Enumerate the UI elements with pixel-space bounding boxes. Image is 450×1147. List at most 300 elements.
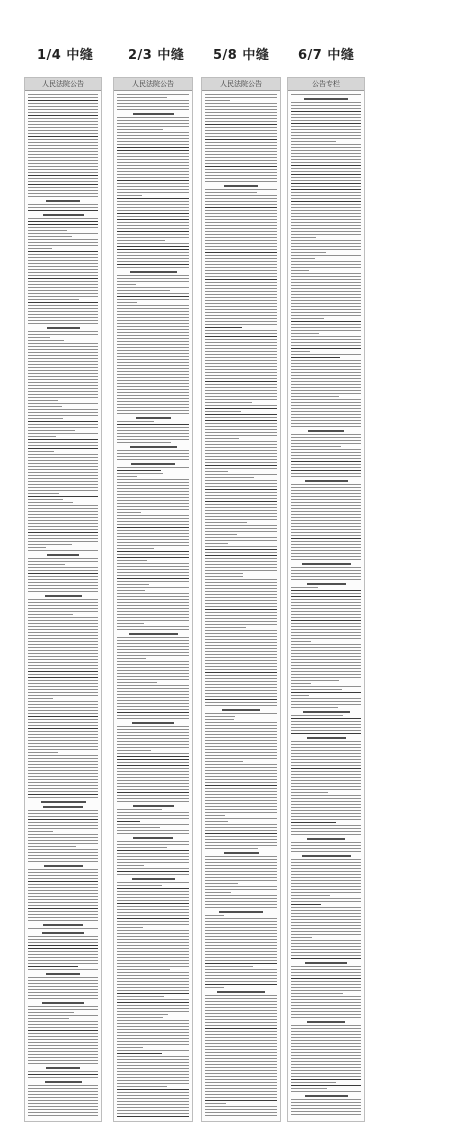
text-line [205,1115,277,1116]
text-line [205,471,228,472]
text-line [28,178,98,179]
notice-heading-rule [130,271,177,273]
text-line [117,491,189,492]
text-line [117,237,189,238]
text-line [291,499,361,500]
text-line [117,485,189,486]
text-line [205,761,243,762]
text-line [28,599,98,600]
text-line [291,511,361,512]
text-line [28,109,98,110]
text-line [205,1103,226,1104]
text-line [117,141,189,142]
text-line [205,960,277,961]
text-line [291,523,361,524]
notice-heading-rule [302,563,351,565]
text-line [28,561,98,562]
text-line [205,142,277,143]
text-line [117,966,189,967]
text-line [205,163,277,164]
text-line [205,1070,277,1071]
text-line [117,545,189,546]
text-line [117,183,189,184]
text-line [117,626,189,627]
text-line [28,731,98,732]
text-line [117,978,189,979]
text-line [28,236,72,237]
text-line [28,385,98,386]
text-line [205,207,277,208]
text-line [28,695,98,696]
text-line [117,841,189,842]
text-line [291,354,361,355]
text-line [205,195,277,196]
text-line [117,243,189,244]
text-line [117,395,189,396]
text-line [117,359,189,360]
text-line [205,267,277,268]
text-line [28,484,98,485]
text-line [117,456,189,457]
text-line [291,243,361,244]
text-line [291,665,361,666]
text-line [28,917,98,918]
text-line [291,384,361,385]
text-line [117,1089,189,1090]
text-line [117,503,189,504]
text-line [291,993,343,994]
text-line [28,1063,98,1064]
text-line [205,594,277,595]
text-line [291,981,361,982]
text-line [291,759,361,760]
text-line [291,381,361,382]
text-line [117,290,170,291]
text-line [117,1023,189,1024]
text-line [291,222,361,223]
text-line [117,159,189,160]
text-line [291,553,361,554]
text-line [117,780,189,781]
text-line [291,626,361,627]
text-line [205,722,277,723]
text-line [291,765,361,766]
text-line [28,305,98,306]
text-line [28,251,98,252]
text-line [205,246,277,247]
text-line [205,489,277,490]
text-line [28,770,98,771]
text-line [117,658,146,659]
notice-heading-rule [302,855,351,857]
text-line [291,252,326,253]
text-line [291,210,361,211]
text-line [117,335,189,336]
text-line [28,499,63,500]
text-line [117,756,189,757]
text-line [117,747,189,748]
notice-heading-rule [307,583,346,585]
text-line [205,561,277,562]
text-line [28,719,98,720]
text-line [117,267,189,268]
text-line [205,579,277,580]
text-line [117,506,189,507]
text-line [117,815,189,816]
text-line [291,94,361,95]
text-line [117,323,189,324]
text-line [117,530,189,531]
text-line [28,954,98,955]
text-line [28,151,98,152]
text-line [205,216,277,217]
text-line [28,296,98,297]
text-line [28,133,98,134]
text-line [117,317,189,318]
text-line [117,527,189,528]
text-line [291,596,361,597]
text-line [205,984,277,985]
text-line [291,644,361,645]
text-line [117,470,161,471]
text-line [28,608,98,609]
text-line [291,741,361,742]
text-line [291,674,361,675]
text-line [117,821,140,822]
text-line [205,468,277,469]
text-line [117,891,189,892]
text-line [28,755,98,756]
text-line [117,401,189,402]
text-line [117,915,189,916]
text-line [28,257,98,258]
text-line [205,474,277,475]
text-line [291,943,361,944]
text-line [28,749,98,750]
notice-heading-rule [41,801,86,803]
text-line [117,1086,167,1087]
text-line [28,529,98,530]
text-line [117,611,189,612]
text-line [28,124,98,125]
text-line [291,1037,361,1038]
text-line [117,833,189,834]
text-line [205,447,277,448]
text-line [28,843,98,844]
text-line [117,94,189,95]
text-line [205,456,277,457]
text-line [205,880,277,881]
text-line [117,436,189,437]
text-line [205,169,277,170]
text-line [291,351,310,352]
text-line [205,124,277,125]
text-line [28,626,98,627]
text-line [28,743,98,744]
text-line [28,379,98,380]
text-line [117,726,189,727]
text-line [291,629,361,630]
text-line [291,1011,361,1012]
text-line [117,210,189,211]
text-line [117,521,189,522]
text-line [117,1116,189,1117]
text-line [28,106,98,107]
text-line [291,819,361,820]
text-line [291,327,361,328]
text-line [28,391,98,392]
notice-heading-rule [44,865,83,867]
text-line [117,691,189,692]
text-line [205,112,277,113]
text-line [205,803,277,804]
text-line [117,439,189,440]
text-line [205,785,277,786]
text-line [205,1001,277,1002]
text-line [291,411,361,412]
text-line [291,904,321,905]
text-line [205,621,277,622]
text-line [205,1052,277,1053]
notice-heading-rule [136,417,171,419]
text-line [205,942,277,943]
notice-heading-rule [305,480,348,482]
text-line [205,549,277,550]
text-line [117,712,189,713]
text-line [291,348,361,349]
text-line [28,139,98,140]
text-line [205,666,277,667]
text-line [205,1100,277,1101]
text-line [28,614,73,615]
text-line [291,834,361,835]
text-line [291,487,361,488]
text-line [205,752,277,753]
notice-heading-rule [47,554,79,556]
text-line [205,121,277,122]
text-line [205,725,277,726]
text-line [117,945,189,946]
text-line [205,127,277,128]
text-line [205,160,277,161]
text-line [205,1106,277,1107]
text-line [117,1113,189,1114]
text-line [291,692,361,693]
text-line [291,1031,361,1032]
text-line [28,810,98,811]
text-line [117,694,189,695]
text-line [291,288,361,289]
text-line [291,186,361,187]
text-line [117,153,189,154]
text-line [205,904,277,905]
text-line [117,1077,189,1078]
text-line [205,154,277,155]
text-line [117,228,189,229]
text-line [205,672,277,673]
text-line [117,249,189,250]
text-line [291,324,361,325]
text-line [117,389,189,390]
text-line [291,999,361,1000]
text-line [291,535,361,536]
text-line [291,792,328,793]
text-line [291,996,361,997]
notice-column-1-4 [24,77,102,1122]
text-line [205,219,277,220]
text-line [291,1008,361,1009]
text-line [117,347,189,348]
text-line [117,356,189,357]
text-line [28,97,98,98]
text-line [291,171,361,172]
text-line [117,275,189,276]
text-line [205,842,277,843]
text-line [28,611,98,612]
text-line [117,1041,189,1042]
text-line [117,700,189,701]
text-line [28,535,98,536]
notice-heading-rule [133,805,174,807]
text-line [205,895,277,896]
text-line [291,683,311,684]
text-line [291,934,361,935]
text-line [28,299,79,300]
text-line [28,674,98,675]
text-line [28,230,67,231]
text-line [117,560,147,561]
text-line [291,261,361,262]
text-line [117,783,189,784]
text-line [117,703,189,704]
text-line [291,686,361,687]
text-line [291,747,361,748]
text-line [117,132,189,133]
text-line [291,801,361,802]
text-line [28,710,98,711]
text-line [117,596,189,597]
text-line [117,398,189,399]
text-line [28,520,98,521]
text-line [28,689,98,690]
text-line [291,937,312,938]
text-line [291,647,361,648]
text-line [28,469,98,470]
text-line [291,120,361,121]
text-line [28,142,98,143]
text-line [205,1025,277,1026]
text-line [291,111,361,112]
text-line [205,303,277,304]
text-line [28,573,98,574]
text-line [117,424,189,425]
text-line [291,375,361,376]
text-line [205,414,277,415]
text-line [28,281,98,282]
text-line [28,172,98,173]
text-line [117,284,136,285]
text-line [117,515,189,516]
text-line [205,749,277,750]
text-line [291,496,361,497]
text-line [117,123,189,124]
text-line [117,1092,189,1093]
notice-heading-rule [42,932,84,934]
text-line [28,942,98,943]
text-line [28,481,98,482]
text-line [291,807,361,808]
text-line [291,955,361,956]
text-line [28,224,98,225]
text-line [117,738,189,739]
text-line [28,376,98,377]
text-line [28,1027,98,1028]
text-line [205,1022,277,1023]
text-line [291,273,361,274]
text-line [205,1037,277,1038]
text-line [205,151,277,152]
text-line [117,314,189,315]
text-line [291,135,361,136]
text-line [291,704,361,705]
text-line [291,1070,361,1071]
text-line [205,1076,277,1077]
text-line [117,1059,189,1060]
text-line [28,1097,98,1098]
text-line [117,195,142,196]
text-line [117,1083,189,1084]
text-line [117,296,189,297]
text-line [291,925,361,926]
text-line [28,349,98,350]
text-line [205,426,277,427]
text-line [205,782,277,783]
text-line [117,999,189,1000]
text-line [117,954,189,955]
text-line [291,544,361,545]
text-line [117,219,189,220]
text-line [205,372,277,373]
text-line [117,688,189,689]
notice-heading-rule [47,327,80,329]
text-line [291,1076,361,1077]
text-line [205,106,277,107]
text-line [117,482,189,483]
text-line [28,945,98,946]
text-line [205,615,277,616]
text-line [205,848,258,849]
text-line [205,618,277,619]
text-line [291,330,361,331]
text-line [291,620,361,621]
text-line [117,608,189,609]
text-line [291,813,361,814]
text-line [28,541,98,542]
text-line [117,459,189,460]
notice-heading-rule [307,1021,345,1023]
text-line [205,901,277,902]
text-line [117,320,189,321]
text-line [291,255,361,256]
text-line [28,278,98,279]
text-line [205,684,277,685]
text-line [28,287,98,288]
text-line [205,957,277,958]
text-line [205,291,277,292]
text-line [28,680,98,681]
text-line [117,584,149,585]
text-line [205,588,277,589]
